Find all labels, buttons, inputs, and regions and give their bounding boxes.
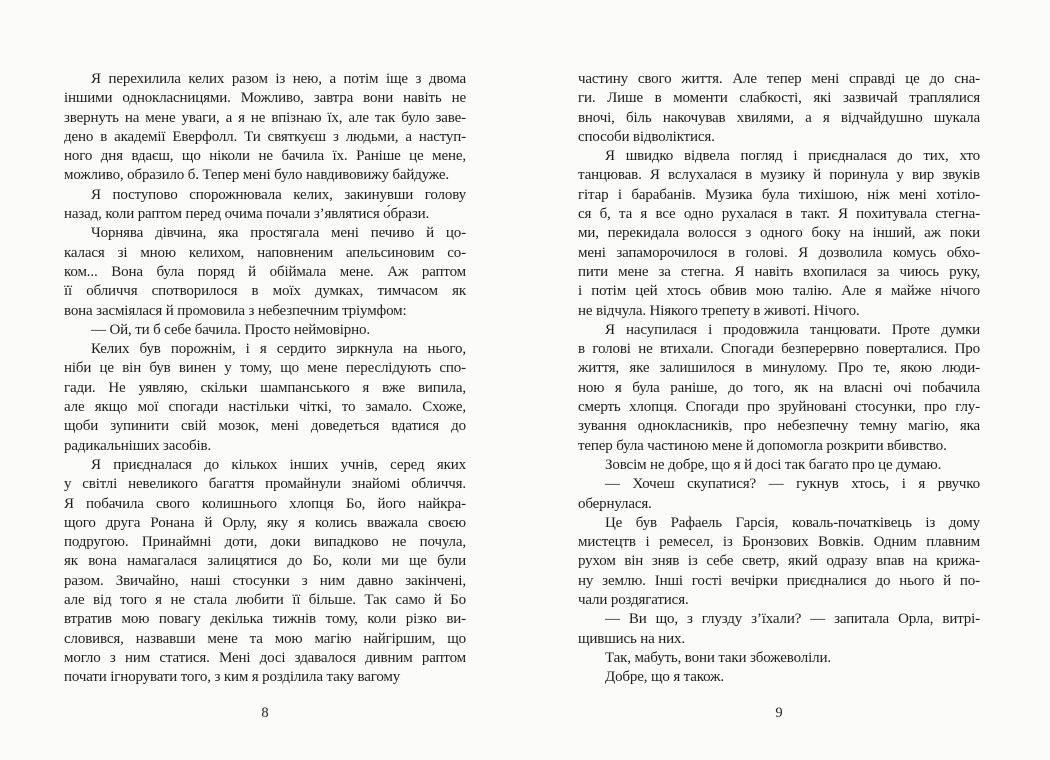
text-line: гади. Не уявляю, скільки шампанського я вже випила, bbox=[64, 379, 466, 396]
left-page-text bbox=[64, 70, 466, 688]
text-line: ком... Вона була поряд й обіймала мене. Аж раптом bbox=[64, 263, 466, 280]
text-line: Так, мабуть, вони таки збожеволіли. bbox=[605, 649, 831, 666]
text-line: ною я була раніше, до того, як на власні очі побачила bbox=[578, 379, 980, 396]
paragraph bbox=[578, 321, 980, 456]
paragraph bbox=[64, 456, 466, 688]
text-line: ніби це він був винен у тому, що мене переслідують спо- bbox=[64, 360, 466, 377]
text-line: в голові не втихали. Спогади безперервно поверталися. Про bbox=[578, 341, 980, 358]
text-line: як вона намагалася залицятися до Бо, коли ми ще були bbox=[64, 553, 466, 570]
text-line: і потім цей хтось обвив мою талію. Але я майже нічого bbox=[578, 283, 980, 300]
paragraph bbox=[578, 147, 980, 321]
text-line: — Ой, ти б себе бачила. Просто неймовірно. bbox=[91, 321, 370, 338]
paragraph bbox=[578, 70, 980, 147]
text-line: почати ігнорувати того, з ким я розділила таку вагому bbox=[64, 669, 401, 686]
text-line: Я приєдналася до кількох інших учнів, серед яких bbox=[91, 456, 466, 473]
paragraph bbox=[64, 340, 466, 456]
text-line: Добре, що я також. bbox=[605, 669, 724, 686]
text-line: калася зі мною келихом, наповненим апельсиновим со- bbox=[64, 244, 466, 261]
text-line: зування однокласників, про небезпечну темну магію, яка bbox=[578, 418, 980, 435]
right-page-number: 9 bbox=[775, 705, 783, 721]
paragraph bbox=[578, 456, 980, 475]
right-page-text bbox=[578, 70, 980, 688]
text-line: Я насупилася і продовжила танцювати. Проте думки bbox=[605, 321, 980, 338]
text-line: разом. Звичайно, наші стосунки з ним давно закінчені, bbox=[64, 572, 466, 589]
text-line: іншими однокласницями. Можливо, завтра вони навіть не bbox=[64, 90, 466, 107]
text-line: танцював. Я вслухалася в музику й поринула у вир звуків bbox=[578, 167, 980, 184]
text-line: чали роздягатися. bbox=[578, 592, 689, 609]
text-line: ного дня вдаєш, що ніколи не бачила їх. Раніше це мене, bbox=[64, 148, 466, 165]
text-line: але якщо мої спогади настільки чіткі, то замало. Схоже, bbox=[64, 399, 466, 416]
paragraph bbox=[64, 224, 466, 320]
text-line: дено в академії Еверфолл. Ти святкуєш з людьми, а наступ- bbox=[64, 128, 466, 145]
text-line: смерть хлопця. Спогади про зруйновані стосунки, про глу- bbox=[578, 399, 980, 416]
text-line: можливо, образило б. Тепер мені було навдивовижу байдуже. bbox=[64, 167, 450, 184]
text-line: ся б, та я все одно рухалася в такт. Я похитувала стегна- bbox=[578, 206, 980, 223]
text-line: обернулася. bbox=[578, 495, 652, 512]
text-line: Я поступово спорожнювала келих, закинувши голову bbox=[91, 186, 466, 203]
text-line: способи відволіктися. bbox=[578, 128, 715, 145]
text-line: звернуть на мене уваги, а я не впізнаю їх, але так було заве- bbox=[64, 109, 466, 126]
text-line: Я перехилила келих разом із нею, а потім іще з двома bbox=[91, 71, 466, 87]
text-line: мистецтв і ремесел, із Бронзових Вовків. Одним плавним bbox=[578, 534, 980, 551]
left-page-number: 8 bbox=[261, 705, 269, 721]
text-line: щоби зупинити свій мозок, мені доведеться вдатися до bbox=[64, 418, 466, 435]
text-line: — Хочеш скупатися? — гукнув хтось, і я рвучко bbox=[605, 476, 980, 493]
text-line: пити мене за стегна. Я навіть вхопилася за чиюсь руку, bbox=[578, 263, 980, 280]
text-line: Це був Рафаель Гарсія, коваль-початківець із дому bbox=[605, 514, 980, 531]
paragraph bbox=[578, 610, 980, 649]
text-line: подругою. Принаймні доти, доки випадково не почула, bbox=[64, 534, 466, 551]
text-line: радикальніших засобів. bbox=[64, 437, 212, 454]
text-line: життя, яке залишилося в минулому. Про те, якою люди- bbox=[578, 360, 980, 377]
text-line: частину свого життя. Але тепер мені справді це до сна- bbox=[578, 71, 980, 87]
text-line: гітар і барабанів. Музика була тихішою, ніж мені хотіло- bbox=[578, 186, 980, 203]
text-line: Я швидко відвела погляд і приєдналася до тих, хто bbox=[605, 148, 980, 165]
text-line: Чорнява дівчина, яка простягала мені печиво й цо- bbox=[91, 225, 466, 242]
text-line: словився, назвавши мене та мою магію найгіршим, що bbox=[64, 630, 466, 647]
text-line: у світлі невеликого багаття промайнули знайомі обличчя. bbox=[64, 476, 466, 493]
paragraph bbox=[578, 475, 980, 514]
text-line: рухом він зняв із себе светр, який одразу впав на крижа- bbox=[578, 553, 980, 570]
text-line: могло з ним статися. Мені досі здавалося дивним раптом bbox=[64, 649, 466, 666]
text-line: тепер була частиною мене й допомогла розкрити вбивство. bbox=[578, 437, 947, 454]
paragraph bbox=[64, 186, 466, 225]
text-line: Зовсім не добре, що я й досі так багато про це думаю. bbox=[605, 456, 942, 473]
text-line: втратив мою повагу декілька тижнів тому, коли різко ви- bbox=[64, 611, 466, 628]
text-line: щившись на них. bbox=[578, 630, 685, 647]
text-line: — Ви що, з глузду з’їхали? — запитала Орла, витрі- bbox=[605, 611, 980, 628]
paragraph bbox=[578, 514, 980, 610]
text-line: Келих був порожнім, і я сердито зиркнула на нього, bbox=[91, 341, 466, 358]
paragraph bbox=[578, 649, 980, 668]
text-line: Я побачила свого колишнього хлопця Бо, його найкра- bbox=[64, 495, 466, 512]
paragraph bbox=[578, 668, 980, 687]
text-line: не відчула. Ніякого трепету в животі. Нічого. bbox=[578, 302, 860, 319]
text-line: щого друга Ронана й Орлу, яку я колись вважала своєю bbox=[64, 514, 466, 531]
paragraph bbox=[64, 321, 466, 340]
text-line: ми, перекидала волосся з одного боку на інший, аж поки bbox=[578, 225, 980, 242]
text-line: назад, коли раптом перед очима почали з’являтися о́брази. bbox=[64, 206, 430, 223]
text-line: але від того я не стала любити її більше. Так само й Бо bbox=[64, 592, 466, 609]
text-line: вона засміялася й промовила з небезпечним тріумфом: bbox=[64, 302, 407, 319]
text-line: її обличчя спотворилося в моїх думках, тимчасом як bbox=[64, 283, 466, 300]
book-page-right bbox=[525, 0, 1050, 760]
paragraph bbox=[64, 70, 466, 186]
text-line: вночі, біль накочував хвилями, а я відчайдушно шукала bbox=[578, 109, 980, 126]
text-line: ги. Лише в моменти слабкості, які зазвичай траплялися bbox=[578, 90, 980, 107]
text-line: ну землю. Інші гості вечірки приєдналися до нього й по- bbox=[578, 572, 980, 589]
text-line: мені запаморочилося в голові. Я дозволила комусь обхо- bbox=[578, 244, 980, 261]
